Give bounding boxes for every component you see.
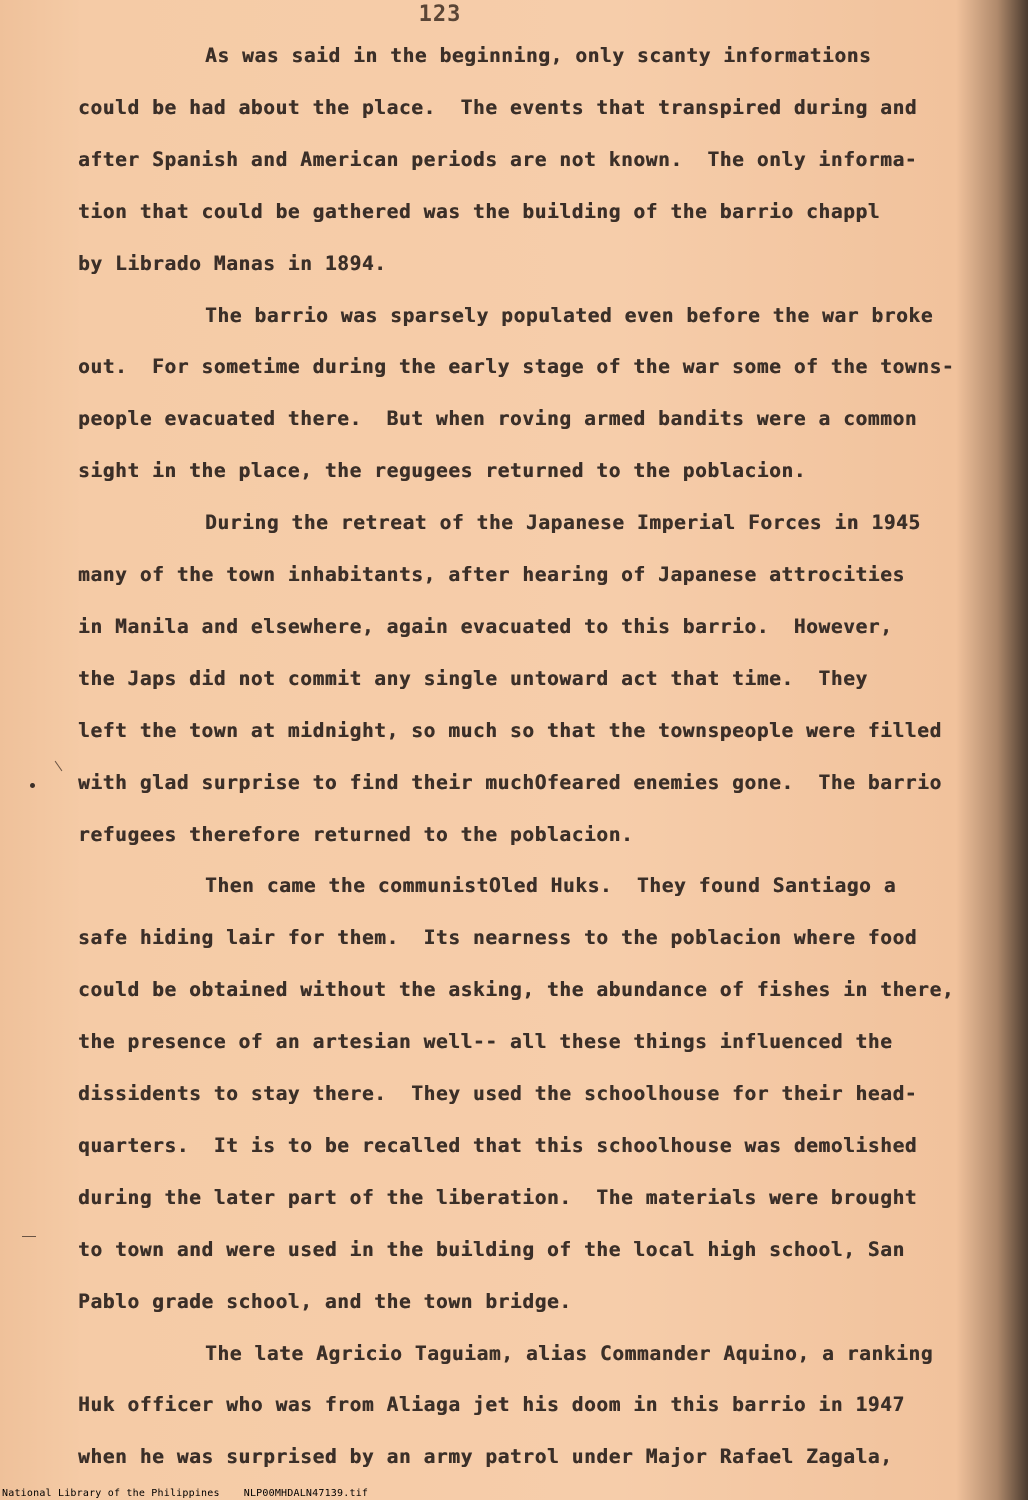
footer [2, 1488, 392, 1499]
text-line: safe hiding lair for them. Its nearness to the poblacion where food [78, 926, 918, 950]
text-line: the Japs did not commit any single untoward act that time. They [78, 666, 868, 690]
footer-library: National Library of the Philippines [2, 1488, 220, 1499]
margin-mark [22, 1236, 36, 1237]
page-number: 123 [418, 2, 462, 27]
text-line: by Librado Manas in 1894. [78, 251, 387, 275]
text-line: to town and were used in the building of the local high school, San [78, 1237, 905, 1261]
text-line: left the town at midnight, so much so that the townspeople were filled [78, 718, 942, 742]
text-line: after Spanish and American periods are not known. The only informa- [78, 147, 918, 171]
text-line: dissidents to stay there. They used the schoolhouse for their head- [78, 1082, 918, 1105]
text-line: Huk officer who was from Aliaga jet his doom in this barrio in 1947 [78, 1393, 905, 1417]
text-line: the presence of an artesian well-- all these things influenced the [78, 1030, 893, 1054]
text-line: sight in the place, the regugees returned to the poblacion. [78, 459, 807, 483]
text-line: could be had about the place. The events that transpired during and [78, 95, 918, 119]
text-line: As was said in the beginning, only scanty informations [205, 44, 872, 67]
text-line: During the retreat of the Japanese Imperial Forces in 1945 [205, 511, 921, 535]
text-line: The barrio was sparsely populated even before the war broke [205, 303, 934, 327]
footer-filename: NLP00MHDALN47139.tif [243, 1488, 369, 1499]
text-line: out. For sometime during the early stage of the war some of the towns- [78, 355, 955, 379]
text-line: quarters. It is to be recalled that this schoolhouse was demolished [78, 1133, 918, 1157]
text-line: refugees therefore returned to the poblacion. [78, 822, 634, 846]
ink-dot [30, 783, 35, 788]
margin-mark [55, 761, 63, 771]
text-line: people evacuated there. But when roving armed bandits were a common [78, 407, 918, 431]
text-line: during the later part of the liberation. The materials were brought [78, 1185, 918, 1209]
text-line: Then came the communistOled Huks. They found Santiago a [205, 874, 897, 898]
text-line: The late Agricio Taguiam, alias Commander Aquino, a ranking [205, 1341, 934, 1365]
text-line: tion that could be gathered was the building of the barrio chappl [78, 199, 881, 223]
text-line: Pablo grade school, and the town bridge. [78, 1289, 572, 1313]
text-line: many of the town inhabitants, after hearing of Japanese attrocities [78, 563, 905, 586]
text-line: when he was surprised by an army patrol under Major Rafael Zagala, [78, 1445, 893, 1469]
text-line: could be obtained without the asking, the abundance of fishes in there, [78, 978, 955, 1002]
text-line: in Manila and elsewhere, again evacuated to this barrio. However, [78, 614, 893, 638]
text-line: with glad surprise to find their muchOfeared enemies gone. The barrio [78, 770, 942, 794]
